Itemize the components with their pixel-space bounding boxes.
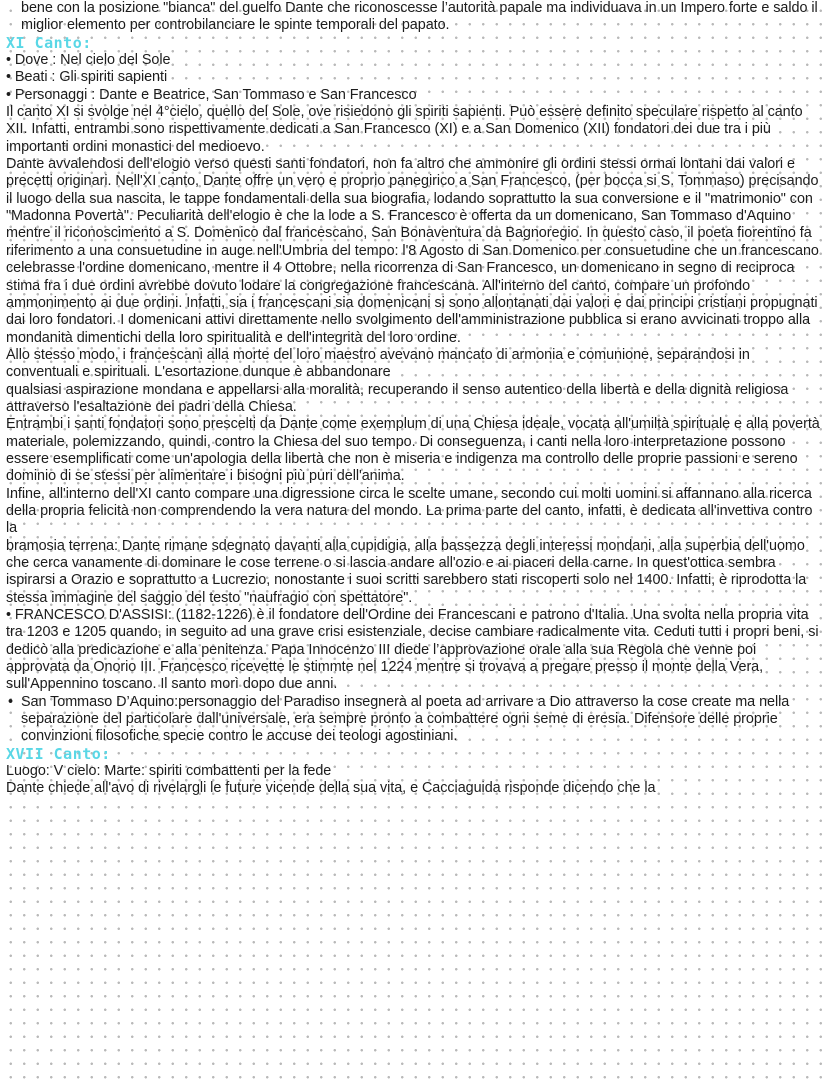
intro-continuation: bene con la posizione "bianca" del guelfo Dante che riconoscesse l’autorità papale ma individuava in un Impero forte e saldo il miglior elemento per controbilanciare le spinte temporali del papato. bbox=[21, 0, 818, 34]
tommaso-aquino-note bbox=[6, 694, 822, 746]
francesco-assisi-note: • FRANCESCO D'ASSISI: (1182-1226) è il fondatore dell'Ordine dei Francescani e patrono d'Italia. Una svolta nella propria vita tra 1203 e 1205 quando, in seguito ad una grave crisi esistenziale, decise cambiare radicalmente vita. Ceduti tutti i propri beni, si dedicò alla predicazione e alla penitenza. Papa Innocenzo III diede l’approvazione orale alla sua Regola che venne poi approvata da Onorio III. Francesco ricevette le stimmte nel 1224 mentre si trovava a pregare presso il monte della Vera, sull'Appennino toscano. Il santo morì dopo due anni. bbox=[6, 607, 819, 693]
tommaso-aquino-text: San Tommaso D’Aquino:personaggio del Paradiso insegnerà al poeta ad arrivare a Dio attraverso la cose create ma nella separazione del particolare dall'universale, era sempre pronto a combattere ogni seme di eresia. Difensore delle proprie convinzioni filosofiche specie contro le accuse dei teologi agostiniani. bbox=[21, 693, 790, 745]
canto-xvii-text: Dante chiede all'avo di rivelargli le future vicende della sua vita, e Cacciaguida risponde dicendo che la bbox=[6, 780, 656, 797]
canto-xi-paragraph-2: Dante avvalendosi dell'elogio verso questi santi fondatori, non fa altro che ammonire gli ordini stessi ormai lontani dai valori e precetti originari. Nell'XI canto, Dante offre un vero e proprio panegirico a San Francesco, (per bocca si S. Tommaso) precisando il luogo della sua nascita, le tappe fondamentali della sua biografia, lodando soprattutto la sua conversione e il "matrimonio" con "Madonna Povertà". Peculiarità dell'elogio è che la lode a S. Francesco è offerta da un domenicano, San Tommaso d'Aquino mentre il riconoscimento a S. Domenico dal francescano, San Bonaventura da Bagnoregio. In questo caso, il poeta fiorentino fa riferimento a una consuetudine in auge nell'Umbria del tempo: l'8 Agosto di San Domenico per consuetudine che un francescano celebrasse l'ordine domenicano, mentre il 4 Ottobre, nella ricorrenza di San Francesco, un domenicano in segno di reciproca stima fra i due ordini avrebbe dovuto lodare la congregazione francescana. All'interno del canto, compare un profondo ammonimento ai due ordini. Infatti, sia i francescani sia domenicani si sono allontanati dai valori e dai principi cristiani propugnati dai loro fondatori. I domenicani attivi direttamente nello svolgimento dell'amministrazione pubblica si erano avvicinati troppo alla mondanità dimentichi della loro spiritualità e dell'integrità del loro ordine. bbox=[6, 156, 819, 346]
canto-xi-paragraph-4: Entrambi i santi fondatori sono prescelti da Dante come exemplum di una Chiesa ideale, vocata all'umiltà spirituale e alla povertà materiale, polemizzando, quindi, contro la Chiesa del suo tempo. Di conseguenza, i canti nella loro interpretazione possono essere esemplificati come un'apologia della libertà che non è miseria e indigenza ma controllo delle proprie passioni e sereno dominio di se stessi per alimentare i bisogni più puri dell'anima. bbox=[6, 416, 820, 485]
canto-xi-paragraph-3a: Allo stesso modo, i francescani alla morte del loro maestro avevano mancato di armonia e comunione, separandosi in conventuali e spirituali. L'esortazione dunque è abbandonare bbox=[6, 346, 750, 381]
canto-xi-personaggi: • Personaggi : Dante e Beatrice, San Tommaso e San Francesco bbox=[6, 86, 417, 103]
canto-xi-heading: XI Canto: bbox=[6, 33, 92, 52]
canto-xi-paragraph-3b: qualsiasi aspirazione mondana e appellarsi alla moralità, recuperando il senso autentico della libertà e della dignità religiosa attraverso l'esaltazione dei padri della Chiesa. bbox=[6, 381, 789, 415]
canto-xvii-luogo: Luogo: V cielo: Marte: spiriti combattenti per la fede bbox=[6, 763, 332, 780]
bullet-icon: • bbox=[8, 693, 13, 710]
canto-xi-beati: • Beati : Gli spiriti sapienti bbox=[6, 69, 168, 86]
canto-xi-paragraph-1: Il canto XI si svolge nel 4°cielo, quello del Sole, ove risiedono gli spiriti sapienti. Può essere definito speculare rispetto al canto XII. Infatti, entrambi sono rispettivamente dedicati a San Francesco (XI) e a San Domenico (XII) fondatori dei due tra i più importanti ordini monastici del medioevo. bbox=[6, 104, 803, 155]
canto-xi-dove: • Dove : Nel cielo del Sole bbox=[6, 52, 171, 69]
canto-xvii-heading: XVII Canto: bbox=[6, 744, 111, 763]
canto-xi-paragraph-5a: Infine, all'interno dell'XI canto compare una digressione circa le scelte umane, secondo cui molti uomini si affannano alla ricerca della propria felicità non comprendendo la vera natura del mondo. La prima parte del canto, infatti, è dedicata all'invettiva contro la bbox=[6, 485, 813, 537]
canto-xi-paragraph-5b: bramosia terrena: Dante rimane sdegnato davanti alla cupidigia, alla bassezza degli interessi mondani, alla superbia dell'uomo che cerca vanamente di dominare le cose terrene o si lascia andare all'ozio e ai piaceri della carne. In quest'ottica sembra ispirarsi a Orazio e soprattutto a Lucrezio, nonostante i suoi scritti sarebbero stati riscoperti solo nel 1400. Infatti, è riprodotta la stessa immagine del saggio del testo "naufragio con spettatore". bbox=[6, 537, 807, 606]
